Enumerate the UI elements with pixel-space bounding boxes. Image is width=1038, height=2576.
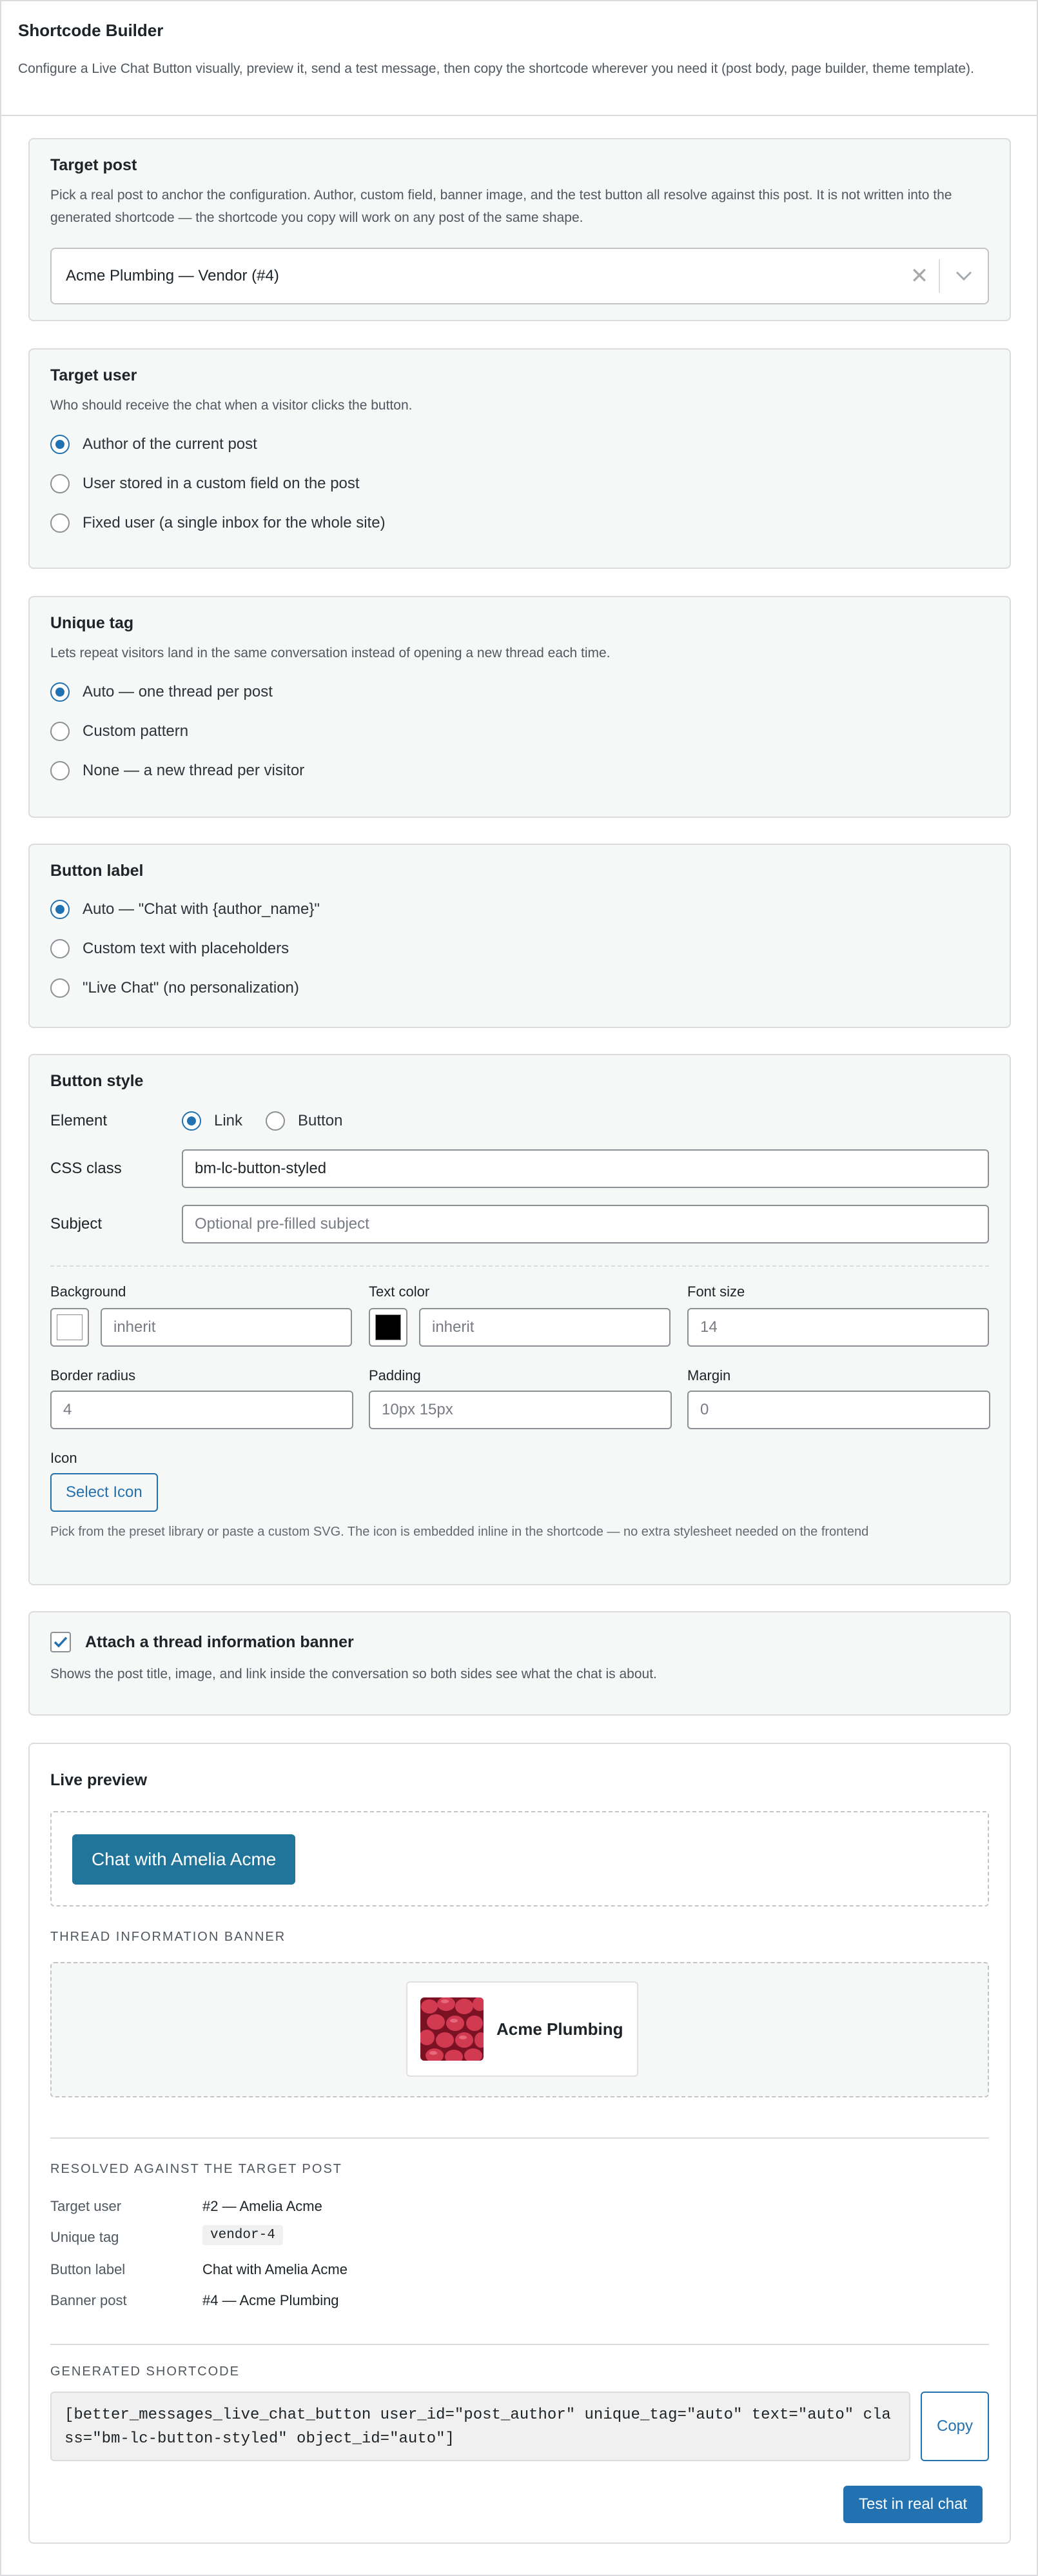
css-class-input[interactable] bbox=[182, 1149, 989, 1188]
button-label-title: Button label bbox=[50, 862, 144, 880]
css-class-row bbox=[50, 1149, 989, 1188]
element-row bbox=[50, 1108, 989, 1134]
margin-input[interactable] bbox=[687, 1391, 990, 1429]
option-label: Auto — one thread per post bbox=[83, 682, 273, 700]
icon-label: Icon bbox=[50, 1450, 77, 1466]
live-preview-section bbox=[28, 1743, 1011, 2544]
option-label: Button bbox=[298, 1112, 343, 1129]
radio[interactable] bbox=[50, 722, 70, 741]
target-post-select[interactable] bbox=[50, 248, 989, 304]
option-label: Custom pattern bbox=[83, 722, 189, 740]
option-label: Auto — "Chat with {author_name}" bbox=[83, 900, 320, 918]
chat-button-preview[interactable]: Chat with Amelia Acme bbox=[72, 1834, 295, 1885]
shortcode-heading: GENERATED SHORTCODE bbox=[50, 2364, 240, 2379]
subject-input[interactable] bbox=[182, 1205, 989, 1243]
radio[interactable] bbox=[50, 474, 70, 493]
banner-checkbox-row[interactable] bbox=[50, 1629, 989, 1655]
target-user-title: Target user bbox=[50, 366, 137, 384]
radio[interactable] bbox=[50, 761, 70, 780]
page-title: Shortcode Builder bbox=[18, 21, 164, 40]
background-color-swatch[interactable] bbox=[50, 1308, 89, 1347]
shortcode-output[interactable]: [better_messages_live_chat_button user_id="post_author" unique_tag="auto" text="auto" class="bm-lc-button-styled" object_id="auto"] bbox=[50, 2392, 910, 2461]
option-label: Custom text with placeholders bbox=[83, 939, 289, 957]
option-label: Fixed user (a single inbox for the whole site) bbox=[83, 513, 386, 531]
option-label: "Live Chat" (no personalization) bbox=[83, 978, 299, 996]
banner-option-description: Shows the post title, image, and link inside the conversation so both sides see what the chat is about. bbox=[50, 1667, 657, 1681]
banner-title: Acme Plumbing bbox=[496, 2019, 623, 2039]
subject-row bbox=[50, 1205, 989, 1243]
text-color-swatch-fill bbox=[375, 1314, 401, 1340]
radio-selected[interactable] bbox=[50, 682, 70, 702]
page-description: Configure a Live Chat Button visually, preview it, send a test message, then copy the shortcode wherever you need it (post body, page builder, theme template). bbox=[18, 61, 974, 76]
resolved-value-unique-tag bbox=[202, 2225, 283, 2245]
unique-tag-section bbox=[28, 596, 1011, 818]
button-style-section bbox=[28, 1054, 1011, 1585]
option-label: User stored in a custom field on the post bbox=[83, 474, 360, 492]
icon-help-text: Pick from the preset library or paste a custom SVG. The icon is embedded inline in the shortcode — no extra stylesheet needed on the frontend bbox=[50, 1525, 869, 1539]
target-post-title: Target post bbox=[50, 156, 137, 174]
target-post-description: Pick a real post to anchor the configuration. Author, custom field, banner image, and the test button all resolve against this post. It is not written into the generated shortcode — the shortcode you copy will work on any post of the same shape. bbox=[50, 188, 952, 225]
subject-label: Subject bbox=[50, 1215, 103, 1233]
resolved-value-button-label: Chat with Amelia Acme bbox=[202, 2261, 348, 2277]
font-size-label: Font size bbox=[687, 1283, 745, 1300]
resolved-key-target-user: Target user bbox=[50, 2198, 122, 2214]
target-post-section bbox=[28, 138, 1011, 321]
background-input[interactable] bbox=[101, 1308, 352, 1347]
option-label: Link bbox=[214, 1112, 243, 1129]
padding-input[interactable] bbox=[369, 1391, 672, 1429]
clear-icon[interactable]: ✕ bbox=[910, 264, 929, 288]
unique-tag-option-auto[interactable] bbox=[50, 672, 989, 711]
border-radius-label: Border radius bbox=[50, 1367, 136, 1383]
banner-option-section bbox=[28, 1611, 1011, 1716]
preview-button-area bbox=[50, 1811, 989, 1907]
check-icon bbox=[54, 1636, 68, 1648]
unique-tag-option-none[interactable] bbox=[50, 751, 989, 790]
target-user-section bbox=[28, 348, 1011, 569]
button-style-title: Button style bbox=[50, 1072, 144, 1090]
radio-selected[interactable] bbox=[182, 1111, 201, 1131]
margin-label: Margin bbox=[687, 1367, 731, 1383]
target-user-option-custom-field[interactable] bbox=[50, 464, 989, 503]
resolved-value-target-user: #2 — Amelia Acme bbox=[202, 2198, 322, 2214]
element-option-link[interactable] bbox=[182, 1108, 242, 1134]
copy-button[interactable]: Copy bbox=[921, 2392, 989, 2461]
font-size-input[interactable] bbox=[687, 1308, 989, 1347]
target-user-option-fixed[interactable] bbox=[50, 503, 989, 542]
resolved-key-banner-post: Banner post bbox=[50, 2292, 127, 2308]
button-label-section bbox=[28, 844, 1011, 1028]
banner-heading: THREAD INFORMATION BANNER bbox=[50, 1930, 286, 1944]
text-color-swatch[interactable] bbox=[369, 1308, 407, 1347]
radio-selected[interactable] bbox=[50, 900, 70, 919]
css-class-label: CSS class bbox=[50, 1160, 122, 1177]
page-header bbox=[1, 1, 1037, 116]
banner-checkbox-label: Attach a thread information banner bbox=[85, 1632, 354, 1651]
chevron-down-icon[interactable] bbox=[940, 271, 988, 281]
padding-label: Padding bbox=[369, 1367, 421, 1383]
target-post-selected-value: Acme Plumbing — Vendor (#4) bbox=[66, 267, 279, 284]
banner-preview-area bbox=[50, 1962, 989, 2097]
preview-divider-2 bbox=[50, 2344, 989, 2345]
button-label-option-custom[interactable] bbox=[50, 929, 989, 968]
element-option-button[interactable] bbox=[266, 1108, 342, 1134]
target-user-option-author[interactable] bbox=[50, 424, 989, 464]
live-preview-title: Live preview bbox=[50, 1771, 148, 1789]
radio[interactable] bbox=[266, 1111, 285, 1131]
target-user-description: Who should receive the chat when a visitor clicks the button. bbox=[50, 398, 413, 413]
resolved-heading: RESOLVED AGAINST THE TARGET POST bbox=[50, 2162, 342, 2176]
background-swatch-fill bbox=[57, 1314, 83, 1340]
border-radius-input[interactable] bbox=[50, 1391, 353, 1429]
radio[interactable] bbox=[50, 978, 70, 998]
text-color-input[interactable] bbox=[419, 1308, 671, 1347]
button-label-option-live-chat[interactable] bbox=[50, 968, 989, 1007]
banner-card[interactable] bbox=[406, 1981, 638, 2077]
button-label-option-auto[interactable] bbox=[50, 889, 989, 929]
background-label: Background bbox=[50, 1283, 126, 1300]
option-label: Author of the current post bbox=[83, 435, 257, 453]
banner-image bbox=[420, 1997, 484, 2061]
option-label: None — a new thread per visitor bbox=[83, 761, 305, 779]
preview-divider bbox=[50, 2137, 989, 2139]
resolved-key-button-label: Button label bbox=[50, 2261, 126, 2277]
banner-checkbox[interactable] bbox=[50, 1632, 71, 1652]
element-label: Element bbox=[50, 1112, 108, 1129]
select-icon-button[interactable]: Select Icon bbox=[50, 1473, 158, 1512]
unique-tag-title: Unique tag bbox=[50, 614, 134, 632]
resolved-value-banner-post: #4 — Acme Plumbing bbox=[202, 2292, 339, 2308]
unique-tag-description: Lets repeat visitors land in the same conversation instead of opening a new thread each time. bbox=[50, 646, 611, 660]
unique-tag-option-custom[interactable] bbox=[50, 711, 989, 751]
unique-tag-chip: vendor-4 bbox=[202, 2225, 283, 2245]
style-divider bbox=[50, 1265, 989, 1267]
radio-selected[interactable] bbox=[50, 435, 70, 454]
radio[interactable] bbox=[50, 939, 70, 958]
resolved-key-unique-tag: Unique tag bbox=[50, 2229, 119, 2245]
text-color-label: Text color bbox=[369, 1283, 430, 1300]
radio[interactable] bbox=[50, 513, 70, 533]
test-in-real-chat-button[interactable]: Test in real chat bbox=[843, 2486, 983, 2523]
